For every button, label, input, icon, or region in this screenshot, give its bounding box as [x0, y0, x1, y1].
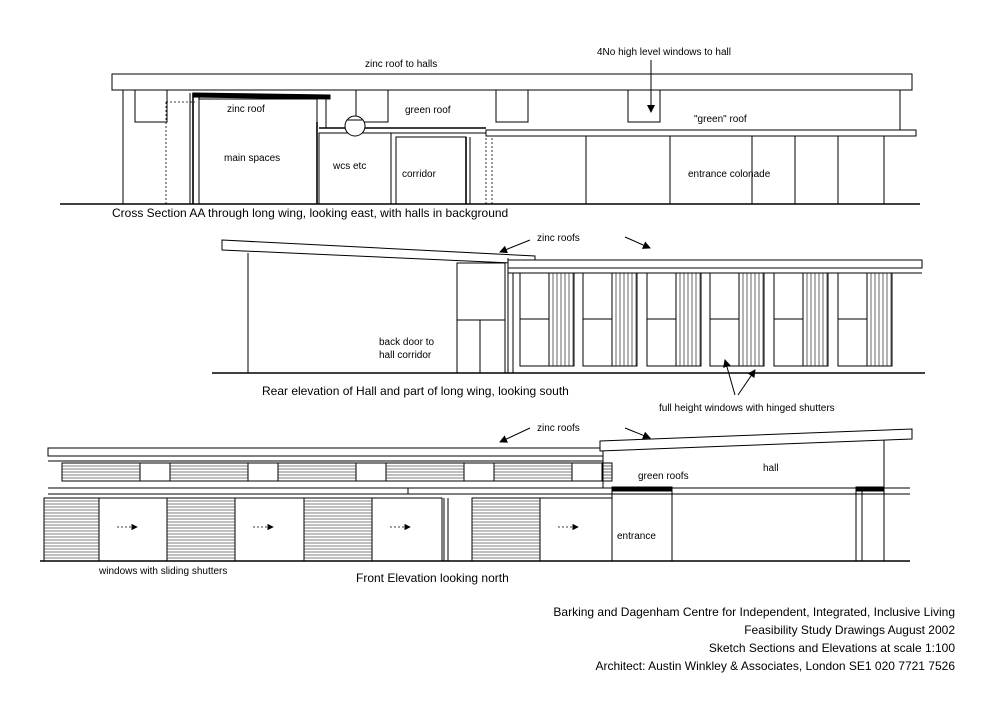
rooflight-edge [612, 487, 672, 491]
green-roof-strip [486, 130, 916, 136]
rooflight-edge [856, 487, 884, 491]
window-bay [838, 273, 892, 366]
caption-cross-section-aa: Cross Section AA through long wing, looking east, with halls in background [112, 206, 509, 220]
rear-elevation [212, 237, 925, 395]
label-entrance-colonade: entrance colonade [688, 169, 771, 180]
clerestory-window [356, 463, 386, 481]
louvre-panel [170, 463, 248, 481]
window-bay [647, 273, 701, 366]
label-entrance: entrance [617, 531, 656, 542]
label-full-height-windows: full height windows with hinged shutters [659, 403, 835, 414]
clerestory-window [248, 463, 278, 481]
cross-section-aa [60, 60, 920, 204]
label-zinc-roof-to-halls: zinc roof to halls [365, 59, 438, 70]
high-level-window [628, 90, 660, 122]
label-back-door-2: hall corridor [379, 350, 432, 361]
title-line-1: Barking and Dagenham Centre for Independent, Integrated, Inclusive Living [553, 605, 955, 619]
label-wcs: wcs etc [333, 161, 367, 172]
louvre-panel [602, 463, 612, 481]
zinc-roof-slab [193, 93, 330, 99]
louvre-panel [62, 463, 140, 481]
window-bay [774, 273, 828, 366]
caption-front-elevation: Front Elevation looking north [356, 571, 509, 585]
label-main-spaces: main spaces [224, 153, 281, 164]
long-wing-roof [48, 448, 603, 456]
label-windows-sliding: windows with sliding shutters [99, 566, 228, 577]
clerestory-window [572, 463, 602, 481]
label-zinc-roofs-rear: zinc roofs [537, 233, 580, 244]
window-bay [583, 273, 637, 366]
louvre-panel [386, 463, 464, 481]
front-sliding-shutters [44, 498, 612, 561]
label-high-level-windows: 4No high level windows to hall [597, 47, 731, 58]
caption-rear-elevation: Rear elevation of Hall and part of long wing, looking south [262, 384, 569, 398]
hall-zinc-roof [112, 74, 912, 90]
label-corridor: corridor [402, 169, 436, 180]
high-level-window [135, 90, 167, 122]
hall-zinc-roof [600, 429, 912, 451]
label-green-roof: green roof [405, 105, 451, 116]
window-bay [710, 273, 764, 366]
sliding-shutter [472, 498, 540, 561]
long-wing-roof [508, 260, 922, 268]
label-green-roof-quoted: "green" roof [694, 114, 747, 125]
label-zinc-roofs-front: zinc roofs [537, 423, 580, 434]
front-elevation [40, 428, 912, 561]
window-opening [235, 498, 304, 561]
rooflight [345, 116, 365, 136]
rear-window-bays [520, 273, 892, 366]
louvre-panel [494, 463, 572, 481]
sliding-shutter [167, 498, 235, 561]
front-clerestory [62, 463, 612, 481]
title-line-3: Sketch Sections and Elevations at scale 1:100 [708, 641, 955, 655]
clerestory-window [464, 463, 494, 481]
sliding-shutter [304, 498, 372, 561]
title-line-4: Architect: Austin Winkley & Associates, London SE1 020 7721 7526 [595, 659, 955, 673]
louvre-panel [278, 463, 356, 481]
window-opening [540, 498, 612, 561]
back-door-bay [457, 263, 505, 373]
label-green-roofs: green roofs [638, 471, 689, 482]
high-level-window [496, 90, 528, 122]
label-zinc-roof: zinc roof [227, 104, 265, 115]
window-opening [372, 498, 442, 561]
window-opening [99, 498, 167, 561]
high-level-window [356, 90, 388, 122]
title-line-2: Feasibility Study Drawings August 2002 [744, 623, 955, 637]
label-back-door-1: back door to [379, 337, 435, 348]
sliding-shutter [44, 498, 99, 561]
clerestory-window [140, 463, 170, 481]
label-hall: hall [763, 463, 779, 474]
window-bay [520, 273, 574, 366]
hall-zinc-roof [222, 240, 535, 264]
